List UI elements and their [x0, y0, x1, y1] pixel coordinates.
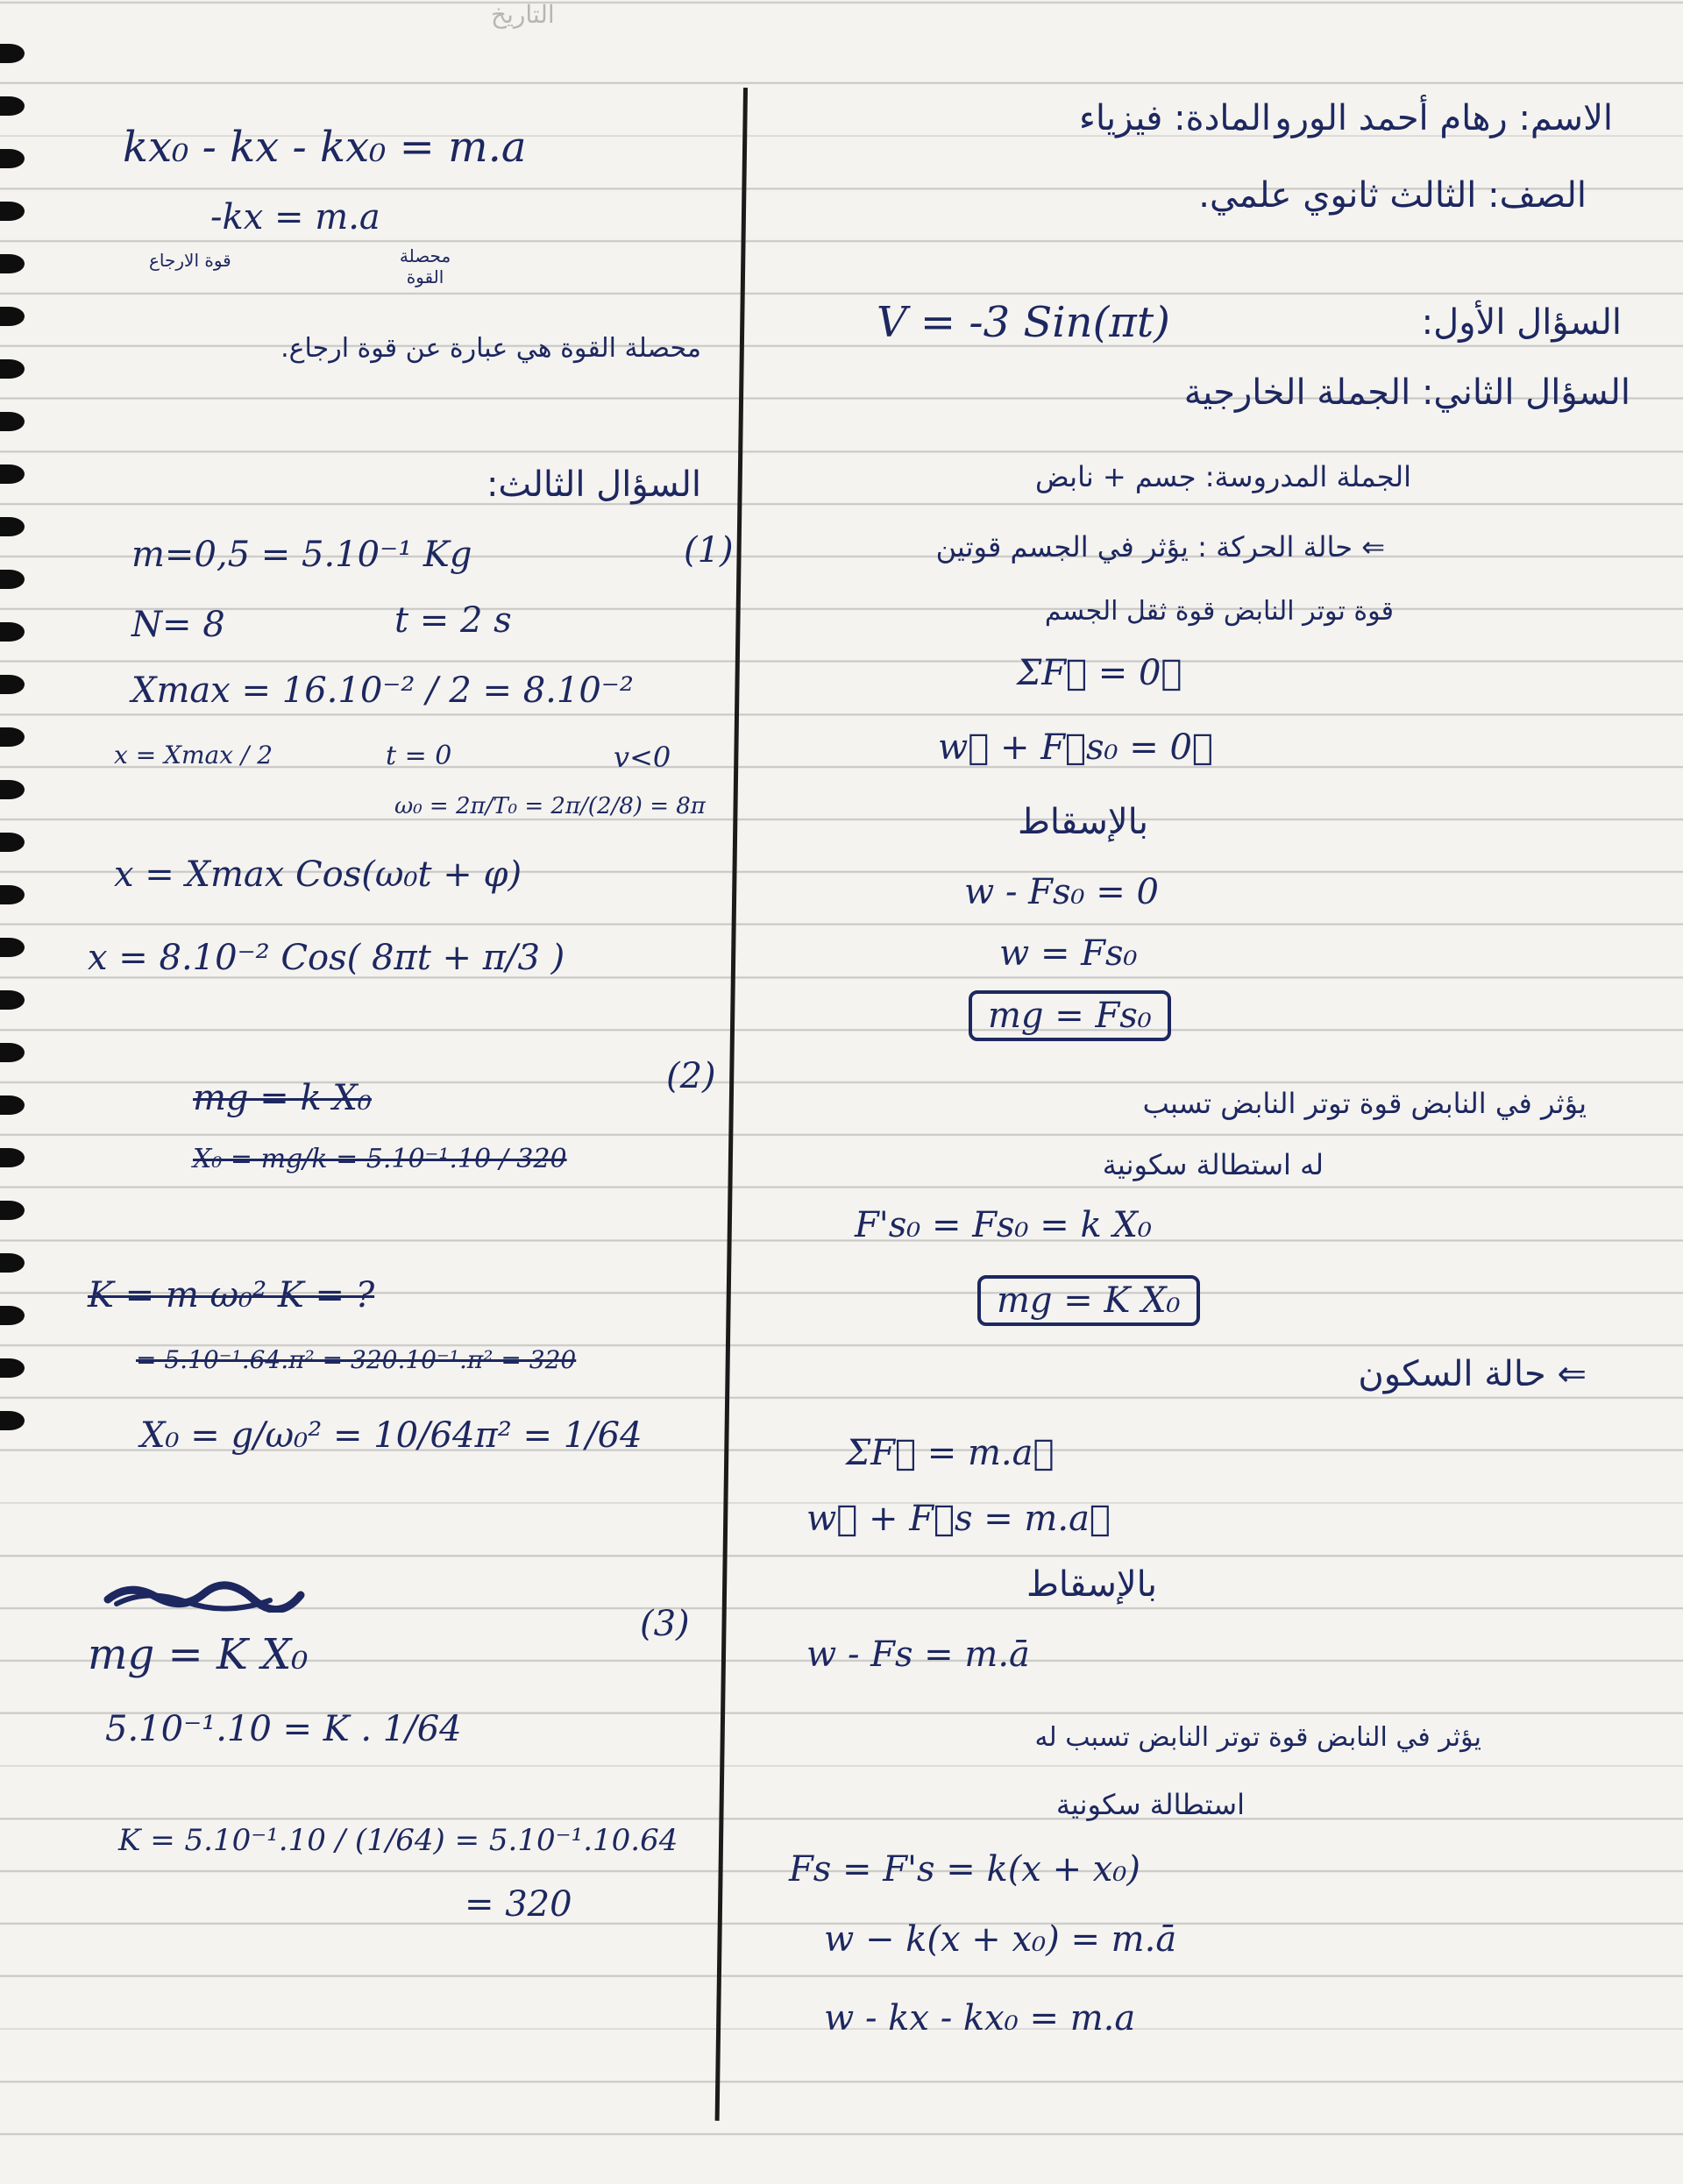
q3-label: السؤال الثالث: — [486, 464, 701, 505]
eq-w-fs0-zero: w⃗ + F⃗s₀ = 0⃗ — [938, 727, 1213, 768]
v-negative: v<0 — [614, 741, 671, 774]
spring-effect-2: له استطالة سكونية — [1102, 1148, 1324, 1181]
k-crossed-2: = 5.10⁻¹.64.π² = 320.10⁻¹.π² = 320 — [136, 1345, 577, 1374]
k-result: = 320 — [465, 1884, 572, 1925]
spiral-ring — [0, 254, 25, 273]
x-general: x = Xmax Cos(ω₀t + φ) — [114, 854, 522, 895]
spiral-ring — [0, 412, 25, 431]
scribble-mark — [103, 1578, 305, 1613]
eq-fs-k: Fs = F's = k(x + x₀) — [789, 1849, 1140, 1890]
system-line: الجملة المدروسة: جسم + نابض — [1034, 460, 1411, 493]
note-restoring: قوة الارجاع — [149, 250, 231, 271]
projection-2: بالإسقاط — [1026, 1564, 1157, 1605]
q2-label: السؤال الثاني: الجملة الخارجية — [1183, 372, 1630, 413]
x-half: x = Xmax / 2 — [114, 741, 273, 769]
part-1-label: (1) — [684, 530, 734, 571]
column-divider — [715, 88, 748, 2121]
spiral-ring — [0, 990, 25, 1010]
k-crossed: K = m ω₀² K = ? — [88, 1275, 375, 1315]
spiral-binding — [0, 0, 35, 2184]
spiral-ring — [0, 517, 25, 536]
rest-state: ⇐ حالة السكون — [1358, 1354, 1587, 1394]
eq-w-kx-kx0: w - kx - kx₀ = m.a — [824, 1998, 1136, 2039]
x0-crossed: X₀ = mg/k = 5.10⁻¹.10 / 320 — [193, 1144, 567, 1174]
eq-fs0-prime: F's₀ = Fs₀ = k X₀ — [855, 1205, 1152, 1245]
substitution: 5.10⁻¹.10 = K . 1/64 — [105, 1709, 462, 1749]
spring-effect: يؤثر في النابض قوة توتر النابض تسبب — [1142, 1087, 1587, 1120]
eq-sum-f-ma: ΣF⃗ = m.a⃗ — [846, 1433, 1055, 1473]
left-eq1: kx₀ - kx - kx₀ = m.a — [123, 123, 527, 172]
spiral-ring — [0, 1358, 25, 1378]
eq-sum-f-zero: ΣF⃗ = 0⃗ — [1017, 653, 1182, 693]
mg-kx0: mg = K X₀ — [88, 1630, 309, 1679]
spiral-ring — [0, 1411, 25, 1430]
mass-value: m=0,5 = 5.10⁻¹ Kg — [131, 535, 472, 575]
projection-1: بالإسقاط — [1017, 802, 1148, 842]
spiral-ring — [0, 202, 25, 221]
left-eq2: -kx = m.a — [210, 197, 380, 238]
omega-value: ω₀ = 2π/T₀ = 2π/(2/8) = 8π — [394, 793, 706, 819]
spiral-ring — [0, 622, 25, 642]
name-line: الاسم: رهام أحمد الورو — [1275, 98, 1613, 138]
t-zero: t = 0 — [386, 741, 452, 771]
date-header: التاريخ — [491, 1, 555, 28]
eq-w-fs-ma-bar: w - Fs = m.ā — [806, 1634, 1030, 1675]
eq-w-equals-fs0: w = Fs₀ — [999, 933, 1138, 974]
spiral-ring — [0, 833, 25, 852]
spiral-ring — [0, 1201, 25, 1220]
class-line: الصف: الثالث ثانوي علمي. — [1198, 175, 1587, 216]
forces-line: قوة توتر النابض قوة ثقل الجسم — [1044, 596, 1394, 627]
spiral-ring — [0, 44, 25, 63]
spiral-ring — [0, 675, 25, 694]
spiral-ring — [0, 780, 25, 799]
mg-kx0-crossed: mg = k X₀ — [193, 1078, 372, 1118]
x0-formula: X₀ = g/ω₀² = 10/64π² = 1/64 — [140, 1415, 643, 1456]
spiral-ring — [0, 1096, 25, 1115]
part-2-label: (2) — [666, 1056, 716, 1096]
spiral-ring — [0, 307, 25, 326]
x-final: x = 8.10⁻² Cos( 8πt + π/3 ) — [88, 938, 565, 978]
spring-effect-4: استطالة سكونية — [1055, 1788, 1245, 1821]
spiral-ring — [0, 96, 25, 116]
eq-w-k: w − k(x + x₀) = m.ā — [824, 1919, 1177, 1960]
spiral-ring — [0, 1253, 25, 1273]
xmax-value: Xmax = 16.10⁻² / 2 = 8.10⁻² — [131, 670, 634, 711]
spiral-ring — [0, 1043, 25, 1062]
spiral-ring — [0, 359, 25, 379]
q1-answer: V = -3 Sin(πt) — [877, 298, 1170, 347]
k-formula: K = 5.10⁻¹.10 / (1/64) = 5.10⁻¹.10.64 — [118, 1823, 678, 1858]
subject-line: المادة: فيزياء — [1079, 98, 1271, 138]
spiral-ring — [0, 727, 25, 747]
spiral-ring — [0, 938, 25, 957]
n-value: N= 8 — [131, 605, 225, 645]
motion-state: ⇐ حالة الحركة : يؤثر في الجسم قوتين — [935, 530, 1385, 564]
spiral-ring — [0, 1306, 25, 1325]
q1-label: السؤال الأول: — [1421, 302, 1622, 343]
eq-w-fs-ma: w⃗ + F⃗s = m.a⃗ — [806, 1499, 1111, 1539]
note-resultant: محصلة القوة — [399, 245, 451, 287]
spring-effect-3: يؤثر في النابض قوة توتر النابض تسبب له — [1034, 1722, 1481, 1753]
spiral-ring — [0, 570, 25, 589]
spiral-ring — [0, 149, 25, 168]
resultant-sentence: محصلة القوة هي عبارة عن قوة ارجاع. — [280, 333, 701, 364]
eq-w-minus-fs0: w - Fs₀ = 0 — [964, 872, 1159, 912]
spiral-ring — [0, 885, 25, 904]
t-value: t = 2 s — [394, 600, 512, 641]
spiral-ring — [0, 1148, 25, 1167]
boxed-mg-kx0: mg = K X₀ — [977, 1275, 1200, 1326]
boxed-mg-fs0: mg = Fs₀ — [969, 990, 1171, 1041]
part-3-label: (3) — [640, 1604, 690, 1644]
spiral-ring — [0, 464, 25, 484]
